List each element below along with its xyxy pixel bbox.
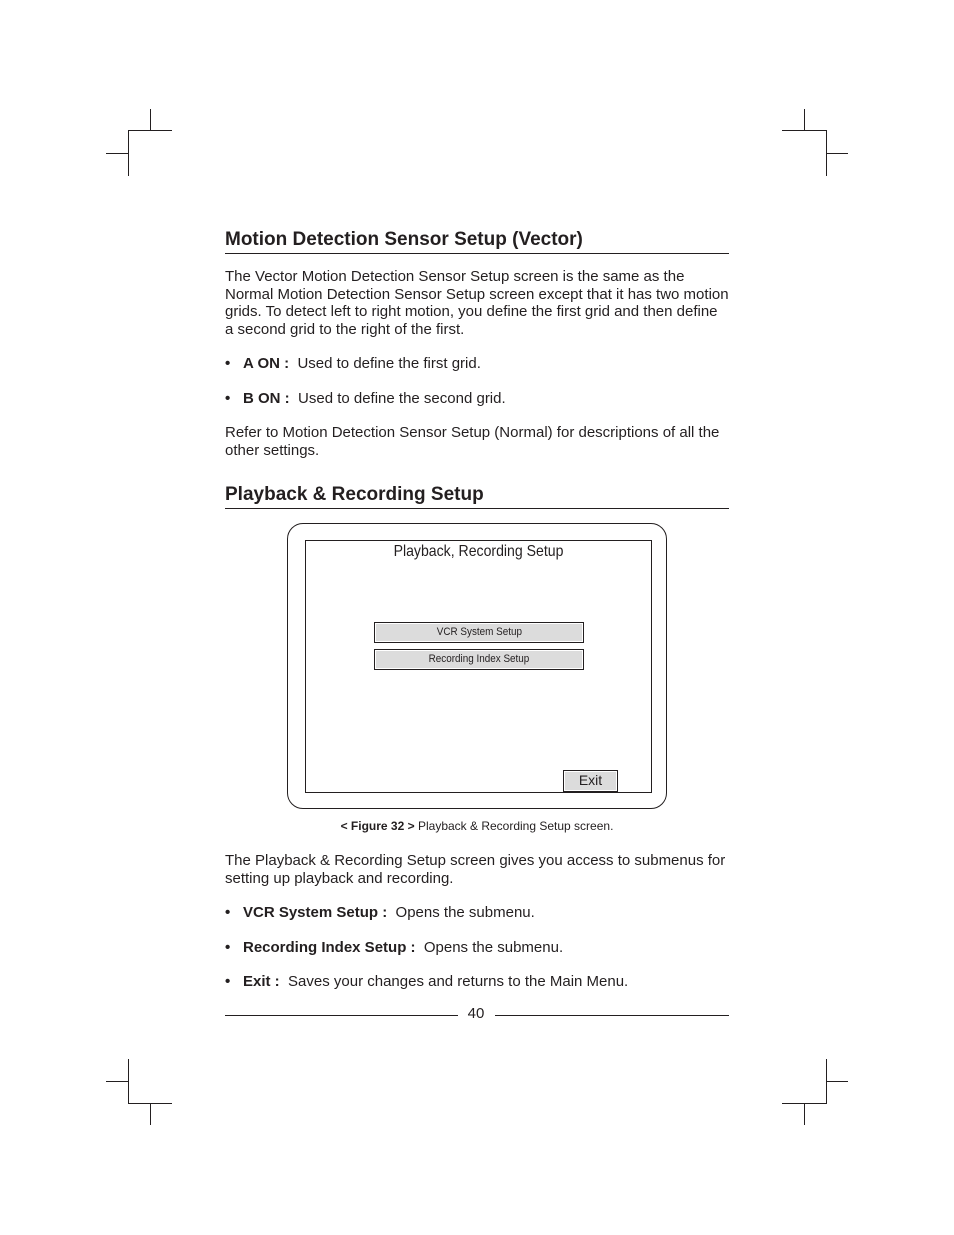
crop-mark xyxy=(804,109,805,131)
crop-mark xyxy=(826,1081,848,1082)
bullet-desc: Opens the submenu. xyxy=(423,939,564,956)
crop-mark xyxy=(106,1081,128,1082)
figure-caption xyxy=(225,818,729,834)
crop-mark xyxy=(826,153,848,154)
page-number: 40 xyxy=(467,1005,485,1022)
bullet-recording-index-setup xyxy=(225,939,729,957)
crop-mark xyxy=(106,153,128,154)
bullet-term: Exit : xyxy=(243,973,280,990)
crop-mark xyxy=(782,130,826,131)
screen-title: Playback, Recording Setup xyxy=(393,543,564,560)
bullet-a-on xyxy=(225,355,729,373)
crop-mark xyxy=(804,1103,805,1125)
bullet-term: A ON : xyxy=(243,355,290,372)
button-label: VCR System Setup xyxy=(436,626,522,638)
bullet-dot: • xyxy=(225,904,231,921)
caption-text: Playback & Recording Setup screen. xyxy=(417,819,614,833)
recording-index-setup-button[interactable] xyxy=(374,649,584,670)
bullet-desc: Used to define the second grid. xyxy=(298,390,506,407)
bullet-b-on xyxy=(225,390,729,408)
bullet-desc: Opens the submenu. xyxy=(395,904,535,921)
caption-label: < Figure 32 > xyxy=(340,819,415,833)
bullet-term: B ON : xyxy=(243,390,290,407)
bullet-term: Recording Index Setup : xyxy=(243,939,416,956)
crop-mark xyxy=(150,109,151,131)
exit-button[interactable]: Exit xyxy=(563,770,618,792)
section2-intro: The Playback & Recording Setup screen gives you access to submenus for setting up playback and recording. xyxy=(225,852,726,887)
bullet-dot: • xyxy=(225,939,231,956)
bullet-desc: Used to define the first grid. xyxy=(297,355,481,372)
bullet-exit xyxy=(225,973,729,991)
footer-rule-left xyxy=(225,1015,458,1016)
section-heading-motion-vector: Motion Detection Sensor Setup (Vector) xyxy=(225,228,729,254)
figure-screen xyxy=(305,540,652,793)
section1-intro: The Vector Motion Detection Sensor Setup screen is the same as the Normal Motion Detection Sensor Setup screen except that it has two motion grids. To detect left to right motion, you define the first grid and then define a second grid to the right of the first. xyxy=(225,268,729,338)
crop-mark xyxy=(128,1059,129,1104)
bullet-dot: • xyxy=(225,390,231,407)
crop-mark xyxy=(128,130,129,176)
bullet-dot: • xyxy=(225,973,231,990)
bullet-vcr-system-setup xyxy=(225,904,729,922)
section-heading-playback-recording: Playback & Recording Setup xyxy=(225,483,729,509)
bullet-desc: Saves your changes and returns to the Main Menu. xyxy=(288,973,629,990)
crop-mark xyxy=(128,130,172,131)
bullet-term: VCR System Setup : xyxy=(243,904,388,921)
crop-mark xyxy=(150,1103,151,1125)
section1-outro: Refer to Motion Detection Sensor Setup (Normal) for descriptions of all the other settings. xyxy=(225,424,720,459)
footer-rule-right xyxy=(495,1015,729,1016)
vcr-system-setup-button[interactable] xyxy=(374,622,584,643)
bullet-dot: • xyxy=(225,355,231,372)
button-label: Recording Index Setup xyxy=(428,653,530,665)
